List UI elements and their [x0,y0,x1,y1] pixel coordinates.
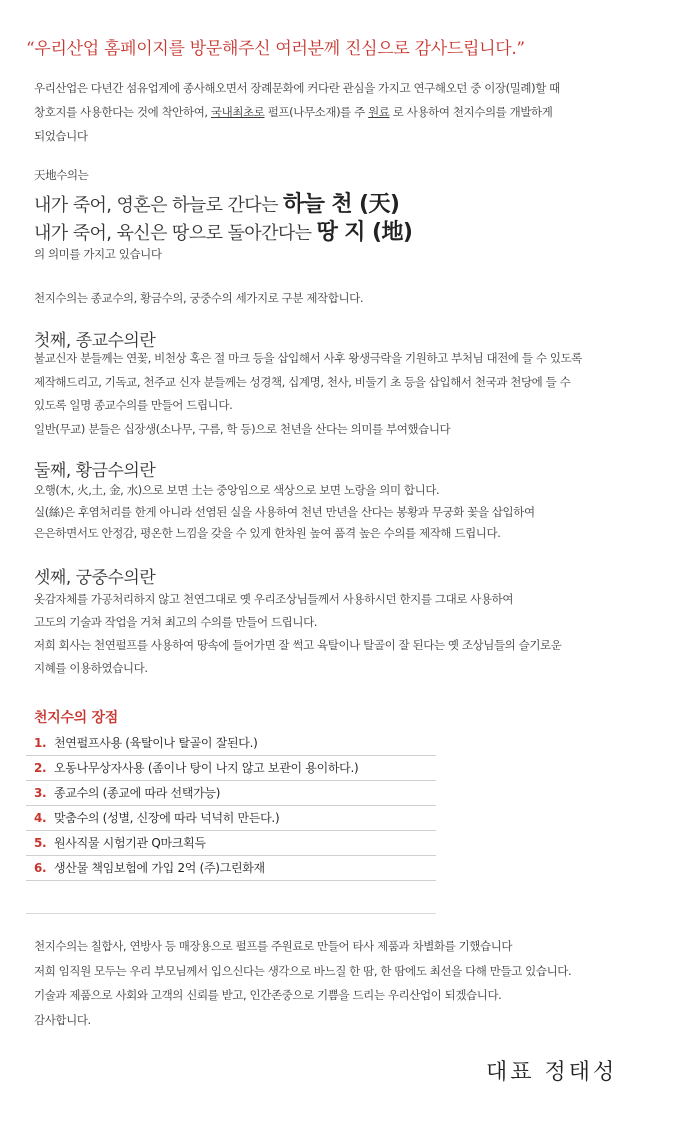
closing-paragraph [34,934,571,1032]
intro-paragraph [34,76,560,148]
body-line: 일반(무교) 분들은 십장생(소나무, 구름, 학 등)으로 천년을 산다는 의미를 부여했습니다 [34,421,451,436]
advantages-list [26,731,436,881]
section-body-golden [34,480,535,545]
meaning-line-heaven: 내가 죽어, 영혼은 하늘로 간다는 하늘 천 (天) [34,192,400,217]
list-item: 3. 종교수의 (종교에 따라 선택가능) [26,781,436,806]
section-body-royal [34,588,561,680]
section-title-royal: 셋째, 궁중수의란 [34,568,156,588]
heaven-emphasis: 하늘 천 (天) [282,192,400,217]
earth-emphasis: 땅 지 (地) [316,220,413,245]
ceo-signature: 대표 정태성 [486,1060,618,1085]
body-line: 저희 회사는 천연펄프를 사용하여 땅속에 들어가면 잘 썩고 육탈이나 탈골이 잘 된다는 옛 조상님들의 슬기로운 [34,638,562,652]
divider [26,913,436,914]
underline-text: 원료 [368,105,390,119]
body-line: 감사합니다. [34,1012,91,1027]
underline-text: 국내최초로 [210,105,265,119]
headline: “우리산업 홈페이지를 방문해주신 여러분께 진심으로 감사드립니다.” [26,39,525,59]
body-line: 기술과 제품으로 사회와 고객의 신뢰를 받고, 인간존중으로 기쁨을 드리는 우리산업이 되겠습니다. [34,988,502,1002]
list-item: 2. 오동나무상자사용 (좀이나 탕이 나지 않고 보관이 용이하다.) [26,756,436,781]
list-item: 5. 원사직물 시험기관 Q마크획득 [26,831,436,856]
body-line: 실(絲)은 후염처리를 한게 아니라 선염된 실을 사용하여 천년 만년을 산다는 봉황과 무궁화 꽃을 삽입하여 [34,504,535,519]
list-item: 6. 생산물 책임보험에 가입 2억 (주)그린화재 [26,856,436,881]
body-line: 제작해드리고, 기독교, 천주교 신자 분들께는 성경책, 십계명, 천사, 비둘기 초 등을 삽입해서 천국과 천당에 들 수 [34,374,571,389]
list-item: 1. 천연펄프사용 (육탈이나 탈골이 잘된다.) [26,731,436,756]
intro-line: 우리산업은 다년간 섬유업계에 종사해오면서 장례문화에 커다란 관심을 가지고 연구해오던 중 이장(밀례)할 때 [34,81,560,95]
intro-line: 창호지를 사용한다는 것에 착안하여, 국내최초로 펄프(나무소재)를 주 원료 로 사용하여 천지수의를 개발하게 [34,105,553,119]
meaning-suffix: 의 의미를 가지고 있습니다 [34,247,162,261]
advantages-title: 천지수의 장점 [34,710,118,726]
body-line: 고도의 기술과 작업을 거쳐 최고의 수의를 만들어 드립니다. [34,615,318,629]
body-line: 옷감자체를 가공처리하지 않고 천연그대로 옛 우리조상님들께서 사용하시던 한지를 그대로 사용하여 [34,592,514,606]
section-title-religious: 첫째, 종교수의란 [34,331,156,351]
body-line: 천지수의는 칠합사, 연방사 등 매장용으로 펄프를 주원료로 만들어 타사 제품과 차별화를 기했습니다 [34,939,513,953]
body-line: 저희 임직원 모두는 우리 부모님께서 입으신다는 생각으로 바느질 한 땀, 한 땀에도 최선을 다해 만들고 있습니다. [34,963,572,978]
body-line: 은은하면서도 안정감, 평온한 느낌을 갖을 수 있게 한차원 높여 품격 높은 수의를 제작해 드립니다. [34,526,501,540]
meaning-label: 天地수의는 [34,168,89,182]
types-intro: 천지수의는 종교수의, 황금수의, 궁중수의 세가지로 구분 제작합니다. [34,291,364,305]
section-title-golden: 둘째, 황금수의란 [34,461,156,481]
body-line: 있도록 일명 종교수의를 만들어 드립니다. [34,398,233,412]
body-line: 지혜를 이용하였습니다. [34,661,148,675]
intro-line: 되었습니다 [34,129,88,143]
list-item: 4. 맞춤수의 (성별, 신장에 따라 넉넉히 만든다.) [26,806,436,831]
section-body-religious [34,347,582,441]
meaning-line-earth: 내가 죽어, 육신은 땅으로 돌아간다는 땅 지 (地) [34,220,413,245]
body-line: 오행(木, 火,土, 金, 水)으로 보면 土는 중앙임으로 색상으로 보면 노랑을 의미 합니다. [34,483,440,497]
body-line: 불교신자 분들께는 연꽃, 비천상 혹은 절 마크 등을 삽입해서 사후 왕생극락을 기원하고 부처님 대전에 들 수 있도록 [34,351,582,365]
